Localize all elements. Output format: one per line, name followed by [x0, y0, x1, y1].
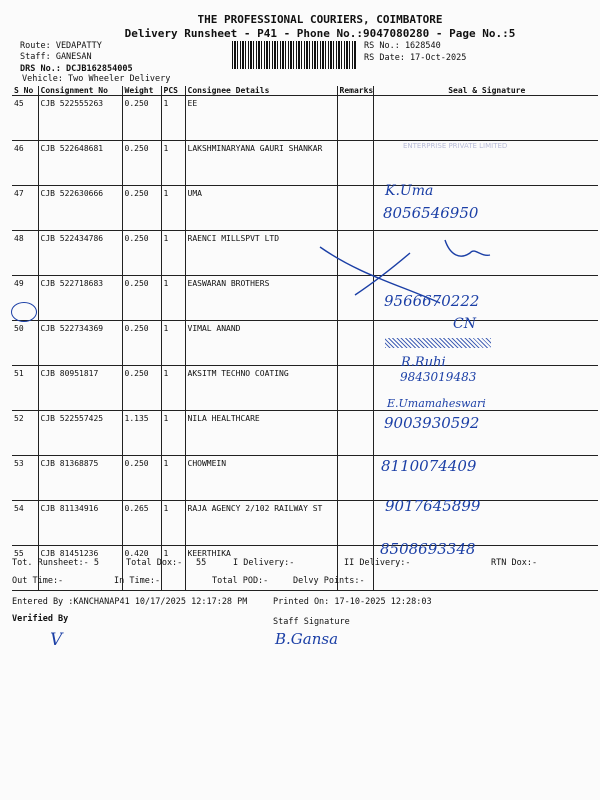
- table-row: [12, 96, 598, 141]
- signature-49-phone: 9566670222: [384, 292, 480, 310]
- vehicle-label: Vehicle: Two Wheeler Delivery: [22, 74, 171, 84]
- signature-51-phone: 9843019483: [400, 370, 477, 384]
- signature-52-name: E.Umamaheswari: [387, 397, 486, 410]
- route-label: Route: VEDAPATTY: [20, 41, 102, 51]
- verified-by-label: Verified By: [12, 614, 69, 624]
- cell-consignment-no: CJB 81368875: [38, 456, 122, 501]
- table-header-row: [12, 86, 598, 96]
- col-consignee: Consignee Details: [185, 86, 337, 96]
- cell-pcs: 1: [161, 501, 185, 546]
- cell-weight: 0.250: [122, 366, 161, 411]
- signature-54-phone: 9017645899: [385, 497, 481, 515]
- cell-pcs: 1: [161, 456, 185, 501]
- cell-consignment-no: CJB 522434786: [38, 231, 122, 276]
- cell-consignment-no: CJB 522557425: [38, 411, 122, 456]
- row-50-circle-mark: [11, 302, 37, 322]
- table-row: [12, 186, 598, 231]
- cell-sno: 50: [12, 321, 38, 366]
- cell-weight: 1.135: [122, 411, 161, 456]
- cell-remarks: [337, 321, 373, 366]
- cell-consignee: RAENCI MILLSPVT LTD: [185, 231, 337, 276]
- cell-remarks: [337, 366, 373, 411]
- cell-consignee: LAKSHMINARYANA GAURI SHANKAR: [185, 141, 337, 186]
- runsheet-subtitle: Delivery Runsheet - P41 - Phone No.:9047080280 - Page No.:5: [124, 27, 516, 40]
- table-row: [12, 141, 598, 186]
- cell-weight: 0.250: [122, 276, 161, 321]
- col-sno: S No: [12, 86, 38, 96]
- table-row: [12, 501, 598, 546]
- rtn-dox: RTN Dox:-: [491, 558, 538, 568]
- cell-remarks: [337, 141, 373, 186]
- cell-pcs: 1: [161, 411, 185, 456]
- col-seal-signature: Seal & Signature: [373, 86, 598, 96]
- table-row: [12, 456, 598, 501]
- total-dox-label: Total Dox:-: [126, 558, 183, 568]
- cell-consignee: KEERTHIKA: [185, 546, 337, 591]
- barcode: [232, 41, 356, 69]
- cell-consignee: NILA HEALTHCARE: [185, 411, 337, 456]
- entered-by: Entered By :KANCHANAP41 10/17/2025 12:17:28 PM: [12, 597, 248, 607]
- rs-date: RS Date: 17-Oct-2025: [364, 53, 467, 63]
- col-weight: Weight: [122, 86, 161, 96]
- col-remarks: Remarks: [337, 86, 373, 96]
- staff-signature-label: Staff Signature: [273, 617, 350, 627]
- cell-consignment-no: CJB 522648681: [38, 141, 122, 186]
- cell-consignee: RAJA AGENCY 2/102 RAILWAY ST: [185, 501, 337, 546]
- cell-remarks: [337, 411, 373, 456]
- cell-pcs: 1: [161, 321, 185, 366]
- col-consignment: Consignment No: [38, 86, 122, 96]
- cell-consignee: AKSITM TECHNO COATING: [185, 366, 337, 411]
- cell-sno: 47: [12, 186, 38, 231]
- cell-pcs: 1: [161, 186, 185, 231]
- cell-consignee: VIMAL ANAND: [185, 321, 337, 366]
- cell-sno: 51: [12, 366, 38, 411]
- cell-consignment-no: CJB 80951817: [38, 366, 122, 411]
- printed-on: Printed On: 17-10-2025 12:28:03: [273, 597, 432, 607]
- cell-sno: 45: [12, 96, 38, 141]
- col-pcs: PCS: [161, 86, 185, 96]
- verified-signature: V: [50, 630, 63, 650]
- cell-weight: 0.265: [122, 501, 161, 546]
- cell-remarks: [337, 96, 373, 141]
- i-delivery: I Delivery:-: [233, 558, 295, 568]
- cell-pcs: 1: [161, 366, 185, 411]
- cell-pcs: 1: [161, 276, 185, 321]
- cell-sno: 53: [12, 456, 38, 501]
- cell-consignment-no: CJB 522630666: [38, 186, 122, 231]
- cell-weight: 0.250: [122, 231, 161, 276]
- cell-consignment-no: CJB 522734369: [38, 321, 122, 366]
- drs-number: DRS No.: DCJB162854005: [20, 64, 133, 74]
- cell-weight: 0.250: [122, 186, 161, 231]
- rs-number: RS No.: 1628540: [364, 41, 441, 51]
- cell-pcs: 1: [161, 231, 185, 276]
- table-row: [12, 366, 598, 411]
- cell-weight: 0.250: [122, 321, 161, 366]
- delivery-table: [12, 86, 598, 591]
- cell-pcs: 1: [161, 96, 185, 141]
- signature-47-name: K.Uma: [385, 183, 434, 199]
- delivery-points: Delvy Points:-: [293, 576, 365, 586]
- cell-weight: 0.420: [122, 546, 161, 591]
- cell-consignment-no: CJB 81134916: [38, 501, 122, 546]
- cell-sno: 55: [12, 546, 38, 591]
- cell-consignment-no: CJB 81451236: [38, 546, 122, 591]
- total-dox-value: 55: [196, 558, 207, 568]
- cell-sno: 49: [12, 276, 38, 321]
- signature-55-phone: 8508693348: [380, 540, 476, 558]
- company-stamp: ENTERPRISE PRIVATE LIMITED: [403, 142, 508, 150]
- total-runsheet: Tot. Runsheet:- 5: [12, 558, 99, 568]
- cell-consignee: EE: [185, 96, 337, 141]
- cell-consignee: EASWARAN BROTHERS: [185, 276, 337, 321]
- cell-sno: 52: [12, 411, 38, 456]
- cell-seal-signature: [373, 96, 598, 141]
- table-row: [12, 411, 598, 456]
- out-time: Out Time:-: [12, 576, 64, 586]
- signature-47-phone: 8056546950: [383, 204, 479, 222]
- signature-51-name: R.Ruhi: [401, 355, 446, 370]
- signature-50-scribble: [385, 338, 491, 348]
- cell-remarks: [337, 186, 373, 231]
- cell-remarks: [337, 501, 373, 546]
- cell-consignment-no: CJB 522555263: [38, 96, 122, 141]
- cell-weight: 0.250: [122, 96, 161, 141]
- cell-sno: 54: [12, 501, 38, 546]
- cell-consignee: CHOWMEIN: [185, 456, 337, 501]
- cell-pcs: 1: [161, 546, 185, 591]
- cell-pcs: 1: [161, 141, 185, 186]
- staff-signature: B.Gansa: [275, 630, 339, 648]
- signature-50-initials: CN: [453, 316, 476, 332]
- cell-sno: 48: [12, 231, 38, 276]
- company-title: THE PROFESSIONAL COURIERS, COIMBATORE: [197, 13, 443, 26]
- cell-consignee: UMA: [185, 186, 337, 231]
- signature-52-phone: 9003930592: [384, 414, 480, 432]
- staff-label: Staff: GANESAN: [20, 52, 92, 62]
- cell-weight: 0.250: [122, 141, 161, 186]
- cell-consignment-no: CJB 522718683: [38, 276, 122, 321]
- cell-remarks: [337, 456, 373, 501]
- ii-delivery: II Delivery:-: [344, 558, 411, 568]
- table-row: [12, 321, 598, 366]
- cell-sno: 46: [12, 141, 38, 186]
- in-time: In Time:-: [114, 576, 161, 586]
- total-pod: Total POD:-: [212, 576, 269, 586]
- signature-53-phone: 8110074409: [381, 457, 477, 475]
- cell-weight: 0.250: [122, 456, 161, 501]
